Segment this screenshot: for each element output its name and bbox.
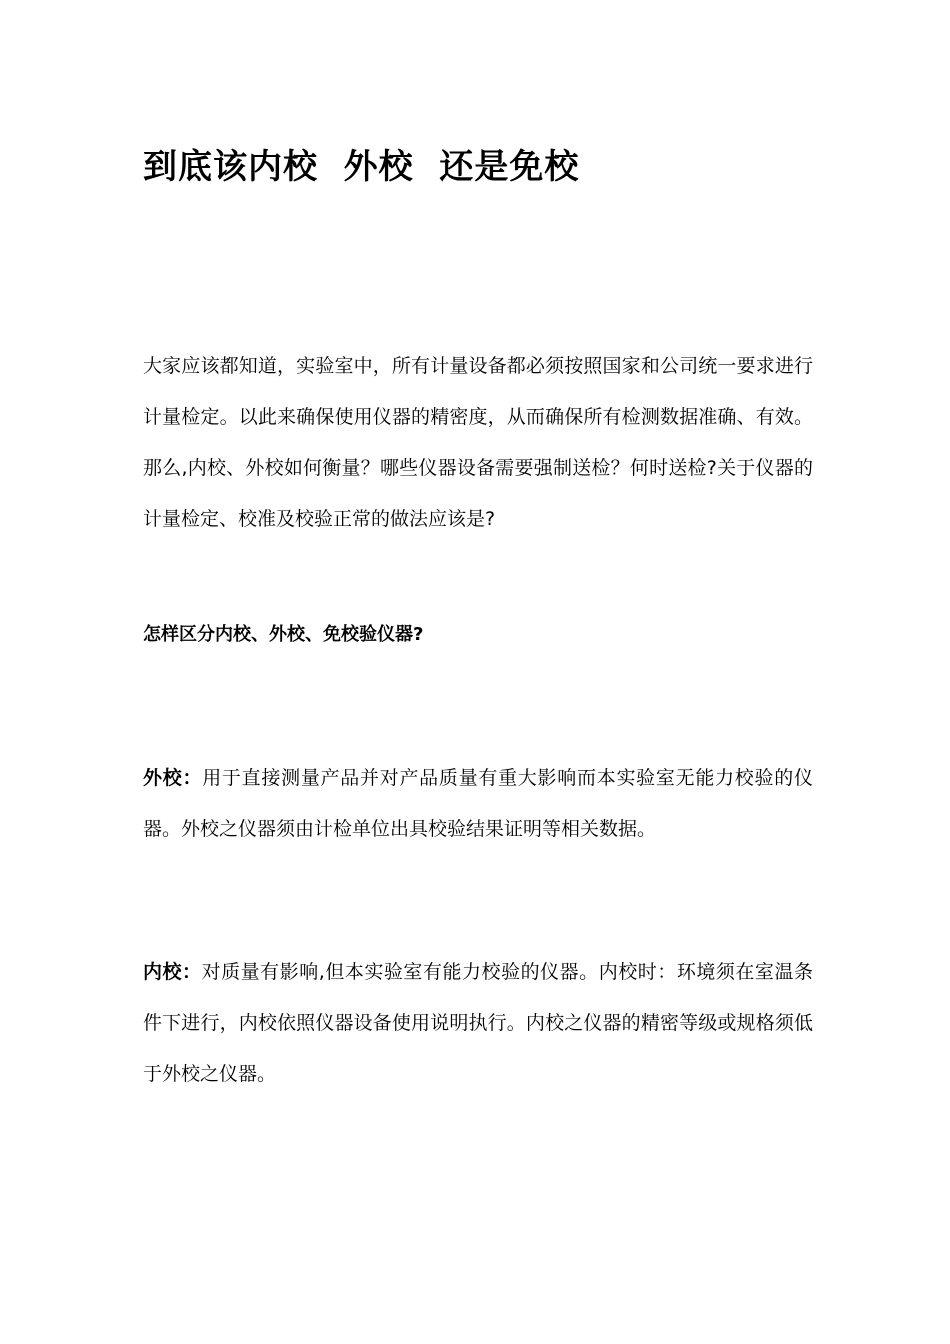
page-title: 到底该内校 外校 还是免校	[143, 147, 580, 187]
section-heading: 怎样区分内校、外校、免校验仪器?	[143, 624, 424, 645]
external-calibration-text: 用于直接测量产品并对产品质量有重大影响而本实验室无能力校验的仪器。外校之仪器须由计检单位出具校验结果证明等相关数据。	[143, 767, 813, 840]
external-calibration-label: 外校：	[143, 767, 203, 789]
internal-calibration-text: 对质量有影响,但本实验室有能力校验的仪器。内校时：环境须在室温条件下进行，内校依照仪器设备使用说明执行。内校之仪器的精密等级或规格须低于外校之仪器。	[143, 961, 813, 1085]
external-calibration-paragraph	[143, 753, 813, 855]
internal-calibration-paragraph	[143, 947, 813, 1100]
intro-paragraph: 大家应该都知道，实验室中，所有计量设备都必须按照国家和公司统一要求进行计量检定。以此来确保使用仪器的精密度，从而确保所有检测数据准确、有效。那么,内校、外校如何衡量？哪些仪器设备需要强制送检？何时送检?关于仪器的计量检定、校准及校验正常的做法应该是?	[143, 355, 813, 530]
internal-calibration-label: 内校：	[143, 961, 202, 983]
